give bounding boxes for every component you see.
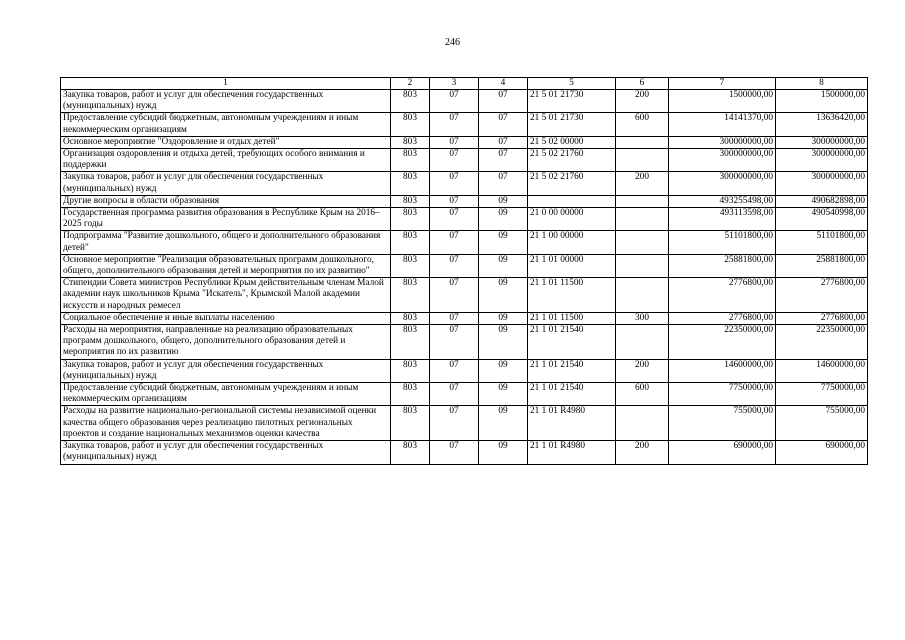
table-cell-expense-type: 200 <box>616 172 669 195</box>
table-cell-target-article: 21 5 02 21760 <box>528 172 616 195</box>
table-cell-section: 07 <box>430 195 479 207</box>
table-cell-amount: 14600000,00 <box>776 359 868 382</box>
table-cell-amount: 493255498,00 <box>669 195 776 207</box>
table-cell-amount: 22350000,00 <box>669 325 776 360</box>
table-cell-subsection: 09 <box>479 325 528 360</box>
column-header: 7 <box>669 78 776 90</box>
table-cell-code: 803 <box>391 208 430 231</box>
table-cell-amount: 755000,00 <box>776 406 868 441</box>
column-header: 6 <box>616 78 669 90</box>
table-cell-code: 803 <box>391 441 430 464</box>
table-cell-name: Основное мероприятие "Реализация образовательных программ дошкольного, общего, дополнительного образования детей и мероприятия по их развитию" <box>61 254 391 277</box>
table-cell-target-article: 21 0 00 00000 <box>528 208 616 231</box>
table-cell-name: Стипендии Совета министров Республики Крым действительным членам Малой академии наук школьников Крыма "Искатель", Крымской Малой академии искусств и народных ремесел <box>61 278 391 313</box>
table-cell-expense-type: 200 <box>616 441 669 464</box>
table-cell-amount: 14600000,00 <box>669 359 776 382</box>
table-cell-name: Расходы на мероприятия, направленные на реализацию образовательных программ дошкольного, общего, дополнительного образования детей и мероприятия по их развитию <box>61 325 391 360</box>
table-cell-amount: 300000000,00 <box>776 136 868 148</box>
table-cell-expense-type <box>616 149 669 172</box>
table-cell-name: Другие вопросы в области образования <box>61 195 391 207</box>
table-row <box>61 195 868 207</box>
table-cell-section: 07 <box>430 136 479 148</box>
table-cell-expense-type: 200 <box>616 359 669 382</box>
table-cell-amount: 690000,00 <box>776 441 868 464</box>
table-cell-code: 803 <box>391 325 430 360</box>
table-cell-amount: 2776800,00 <box>776 312 868 324</box>
table-cell-expense-type <box>616 325 669 360</box>
table-cell-amount: 300000000,00 <box>776 172 868 195</box>
column-header: 8 <box>776 78 868 90</box>
column-header: 2 <box>391 78 430 90</box>
table-cell-subsection: 09 <box>479 406 528 441</box>
table-cell-target-article: 21 5 02 00000 <box>528 136 616 148</box>
table-cell-name: Закупка товаров, работ и услуг для обеспечения государственных (муниципальных) нужд <box>61 441 391 464</box>
table-cell-target-article: 21 1 01 11500 <box>528 312 616 324</box>
table-cell-amount: 490682898,00 <box>776 195 868 207</box>
table-cell-code: 803 <box>391 278 430 313</box>
table-cell-name: Организация оздоровления и отдыха детей, требующих особого внимания и поддержки <box>61 149 391 172</box>
table-cell-section: 07 <box>430 172 479 195</box>
table-cell-name: Закупка товаров, работ и услуг для обеспечения государственных (муниципальных) нужд <box>61 172 391 195</box>
table-header-row <box>61 78 868 90</box>
table-cell-amount: 7750000,00 <box>669 383 776 406</box>
table-cell-target-article: 21 1 01 R4980 <box>528 406 616 441</box>
table-cell-expense-type <box>616 406 669 441</box>
table-cell-subsection: 07 <box>479 90 528 113</box>
budget-table <box>60 77 868 465</box>
table-row <box>61 441 868 464</box>
table-cell-expense-type <box>616 195 669 207</box>
table-row <box>61 325 868 360</box>
table-cell-section: 07 <box>430 441 479 464</box>
page-number: 246 <box>445 37 460 48</box>
table-cell-name: Предоставление субсидий бюджетным, автономным учреждениям и иным некоммерческим организациям <box>61 383 391 406</box>
table-cell-target-article: 21 1 01 11500 <box>528 278 616 313</box>
column-header: 1 <box>61 78 391 90</box>
table-cell-target-article: 21 5 02 21760 <box>528 149 616 172</box>
table-cell-name: Закупка товаров, работ и услуг для обеспечения государственных (муниципальных) нужд <box>61 359 391 382</box>
table-cell-section: 07 <box>430 383 479 406</box>
table-cell-subsection: 09 <box>479 278 528 313</box>
table-cell-expense-type <box>616 208 669 231</box>
table-cell-amount: 22350000,00 <box>776 325 868 360</box>
table-row <box>61 231 868 254</box>
table-cell-amount: 2776800,00 <box>776 278 868 313</box>
table-cell-name: Подпрограмма "Развитие дошкольного, общего и дополнительного образования детей" <box>61 231 391 254</box>
column-header: 3 <box>430 78 479 90</box>
table-cell-amount: 51101800,00 <box>669 231 776 254</box>
table-cell-section: 07 <box>430 113 479 136</box>
table-cell-code: 803 <box>391 254 430 277</box>
table-cell-code: 803 <box>391 172 430 195</box>
table-cell-name: Закупка товаров, работ и услуг для обеспечения государственных (муниципальных) нужд <box>61 90 391 113</box>
table-cell-amount: 25881800,00 <box>776 254 868 277</box>
table-row <box>61 312 868 324</box>
table-cell-expense-type <box>616 254 669 277</box>
table-cell-amount: 13636420,00 <box>776 113 868 136</box>
table-cell-code: 803 <box>391 149 430 172</box>
table-cell-code: 803 <box>391 195 430 207</box>
table-cell-section: 07 <box>430 359 479 382</box>
table-cell-code: 803 <box>391 113 430 136</box>
table-cell-amount: 755000,00 <box>669 406 776 441</box>
table-row <box>61 406 868 441</box>
table-cell-expense-type: 300 <box>616 312 669 324</box>
table-cell-expense-type <box>616 136 669 148</box>
table-cell-amount: 493113598,00 <box>669 208 776 231</box>
table-cell-code: 803 <box>391 231 430 254</box>
table-cell-amount: 300000000,00 <box>669 149 776 172</box>
table-cell-expense-type <box>616 278 669 313</box>
table-cell-target-article: 21 1 00 00000 <box>528 231 616 254</box>
table-cell-code: 803 <box>391 312 430 324</box>
table-cell-name: Социальное обеспечение и иные выплаты населению <box>61 312 391 324</box>
table-row <box>61 208 868 231</box>
table-cell-target-article <box>528 195 616 207</box>
table-cell-code: 803 <box>391 406 430 441</box>
table-cell-amount: 490540998,00 <box>776 208 868 231</box>
table-row <box>61 149 868 172</box>
table-cell-section: 07 <box>430 278 479 313</box>
table-cell-code: 803 <box>391 359 430 382</box>
table-cell-amount: 300000000,00 <box>669 172 776 195</box>
table-cell-subsection: 09 <box>479 208 528 231</box>
table-row <box>61 278 868 313</box>
table-cell-amount: 300000000,00 <box>669 136 776 148</box>
table-cell-amount: 2776800,00 <box>669 312 776 324</box>
table-cell-subsection: 09 <box>479 383 528 406</box>
table-row <box>61 359 868 382</box>
table-cell-target-article: 21 5 01 21730 <box>528 90 616 113</box>
table-cell-name: Расходы на развитие национально-региональной системы независимой оценки качества общего образования через реализацию пилотных региональных проектов и создание национальных механизмов оценки качества <box>61 406 391 441</box>
table-cell-target-article: 21 1 01 21540 <box>528 325 616 360</box>
table-cell-subsection: 07 <box>479 149 528 172</box>
table-cell-code: 803 <box>391 90 430 113</box>
table-cell-amount: 690000,00 <box>669 441 776 464</box>
table-cell-target-article: 21 5 01 21730 <box>528 113 616 136</box>
table-cell-section: 07 <box>430 325 479 360</box>
table-cell-section: 07 <box>430 312 479 324</box>
table-cell-target-article: 21 1 01 21540 <box>528 383 616 406</box>
table-cell-subsection: 09 <box>479 195 528 207</box>
table-cell-subsection: 07 <box>479 172 528 195</box>
table-row <box>61 172 868 195</box>
table-cell-section: 07 <box>430 90 479 113</box>
table-cell-subsection: 09 <box>479 312 528 324</box>
table-cell-amount: 14141370,00 <box>669 113 776 136</box>
table-row <box>61 136 868 148</box>
table-cell-code: 803 <box>391 383 430 406</box>
table-cell-target-article: 21 1 01 21540 <box>528 359 616 382</box>
table-cell-amount: 7750000,00 <box>776 383 868 406</box>
table-cell-amount: 25881800,00 <box>669 254 776 277</box>
table-cell-expense-type: 600 <box>616 383 669 406</box>
table-cell-expense-type <box>616 231 669 254</box>
table-cell-amount: 51101800,00 <box>776 231 868 254</box>
table-cell-section: 07 <box>430 231 479 254</box>
table-cell-amount: 1500000,00 <box>669 90 776 113</box>
table-cell-amount: 1500000,00 <box>776 90 868 113</box>
table-cell-subsection: 09 <box>479 359 528 382</box>
table-cell-name: Государственная программа развития образования в Республике Крым на 2016–2025 годы <box>61 208 391 231</box>
column-header: 5 <box>528 78 616 90</box>
table-cell-target-article: 21 1 01 R4980 <box>528 441 616 464</box>
table-cell-subsection: 09 <box>479 254 528 277</box>
column-header: 4 <box>479 78 528 90</box>
table-cell-subsection: 07 <box>479 136 528 148</box>
table-cell-name: Основное мероприятие "Оздоровление и отдых детей" <box>61 136 391 148</box>
table-cell-expense-type: 600 <box>616 113 669 136</box>
table-cell-subsection: 09 <box>479 441 528 464</box>
table-cell-section: 07 <box>430 406 479 441</box>
table-row <box>61 254 868 277</box>
table-cell-name: Предоставление субсидий бюджетным, автономным учреждениям и иным некоммерческим организациям <box>61 113 391 136</box>
table-cell-subsection: 09 <box>479 231 528 254</box>
table-cell-target-article: 21 1 01 00000 <box>528 254 616 277</box>
table-cell-section: 07 <box>430 254 479 277</box>
table-row <box>61 383 868 406</box>
table-cell-amount: 300000000,00 <box>776 149 868 172</box>
table-cell-amount: 2776800,00 <box>669 278 776 313</box>
table-row <box>61 90 868 113</box>
table-cell-expense-type: 200 <box>616 90 669 113</box>
table-row <box>61 113 868 136</box>
table-cell-code: 803 <box>391 136 430 148</box>
table-cell-section: 07 <box>430 208 479 231</box>
table-cell-subsection: 07 <box>479 113 528 136</box>
table-cell-section: 07 <box>430 149 479 172</box>
